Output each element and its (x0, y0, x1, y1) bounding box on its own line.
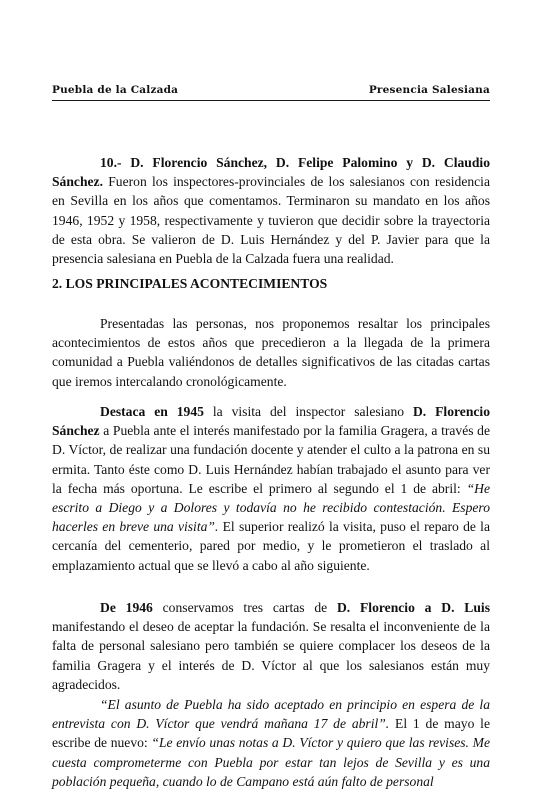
paragraph-inspectors (52, 153, 490, 268)
header-left-title: Puebla de la Calzada (52, 84, 179, 96)
paragraph-1946 (52, 598, 490, 694)
text-span: a Puebla ante el interés manifestado por la familia Gragera, a través de D. Víctor, de realizar una fundación docente y atender el culto a la patrona en su ermita. Tanto éste como D. Luis Hernández habían trabajado el asunto para ver la fecha más oportuna. Le escribe el primero al segundo el 1 de abril: (52, 423, 490, 496)
names-florencio-luis: D. Florencio a D. Luis (336, 600, 490, 615)
inspectors-text: Fueron los inspectores-provinciales de los salesianos con residencia en Sevilla en los años que comentamos. Terminaron su mandato en los años 1946, 1952 y 1958, respectivamente y tuvieron que decidir sobre la trayectoria de esta obra. Se valieron de D. Luis Hernández y del P. Javier para que la presencia salesiana en Puebla de la Calzada fuera una realidad. (52, 174, 490, 267)
name-florencio: D. Florencio Sánchez (52, 404, 490, 439)
year-1946-lead: De 1946 (100, 600, 153, 615)
text-span: El superior realizó la visita, puso el reparo de la cercanía del cementerio, pared por medio, y le prometieron el traslado al emplazamiento actual que se llevó a cabo al año siguiente. (52, 519, 490, 573)
year-1945-lead: Destaca en 1945 (100, 404, 204, 419)
quote-1945: “He escrito a Diego y a Dolores y todavía no he recibido contestación. Espero hacerles en breve una visita”. (52, 480, 490, 535)
paragraph-intro (52, 314, 490, 391)
section-heading: 2. LOS PRINCIPALES ACONTECIMIENTOS (52, 276, 328, 291)
paragraph-quotes (52, 695, 490, 791)
intro-text: Presentadas las personas, nos proponemos resaltar los principales acontecimientos de estos años que precedieron a la llegada de la primera comunidad a Puebla valiéndonos de detalles significativos de las citadas cartas que iremos intercalando cronológicamente. (52, 316, 490, 389)
inspectors-lead: 10.- D. Florencio Sánchez, D. Felipe Palomino y D. Claudio Sánchez. (52, 155, 490, 190)
quote-april: “El asunto de Puebla ha sido aceptado en principio en espera de la entrevista con D. Víctor que vendrá mañana 17 de abril”. (52, 697, 490, 732)
quote-may: “Le envío unas notas a D. Víctor y quiero que las revises. Me cuesta comprometerme con Puebla por estar tan lejos de Sevilla y es una población pequeña, cuando lo de Campano está aún falto de personal (52, 735, 491, 789)
running-header (52, 80, 490, 101)
document-page (52, 0, 490, 794)
text-span: conservamos tres cartas de (152, 600, 337, 615)
paragraph-1945 (52, 402, 490, 575)
text-span: manifestando el deseo de aceptar la fundación. Se resalta el inconveniente de la falta de personal salesiano pero también se quiere complacer los deseos de la familia Gragera y el interés de D. Víctor al que los salesianos están muy agradecidos. (52, 619, 490, 692)
header-right-title: Presencia Salesiana (368, 84, 490, 96)
text-span: la visita del inspector salesiano (203, 404, 413, 419)
text-span: El 1 de mayo le escribe de nuevo: (52, 716, 490, 751)
